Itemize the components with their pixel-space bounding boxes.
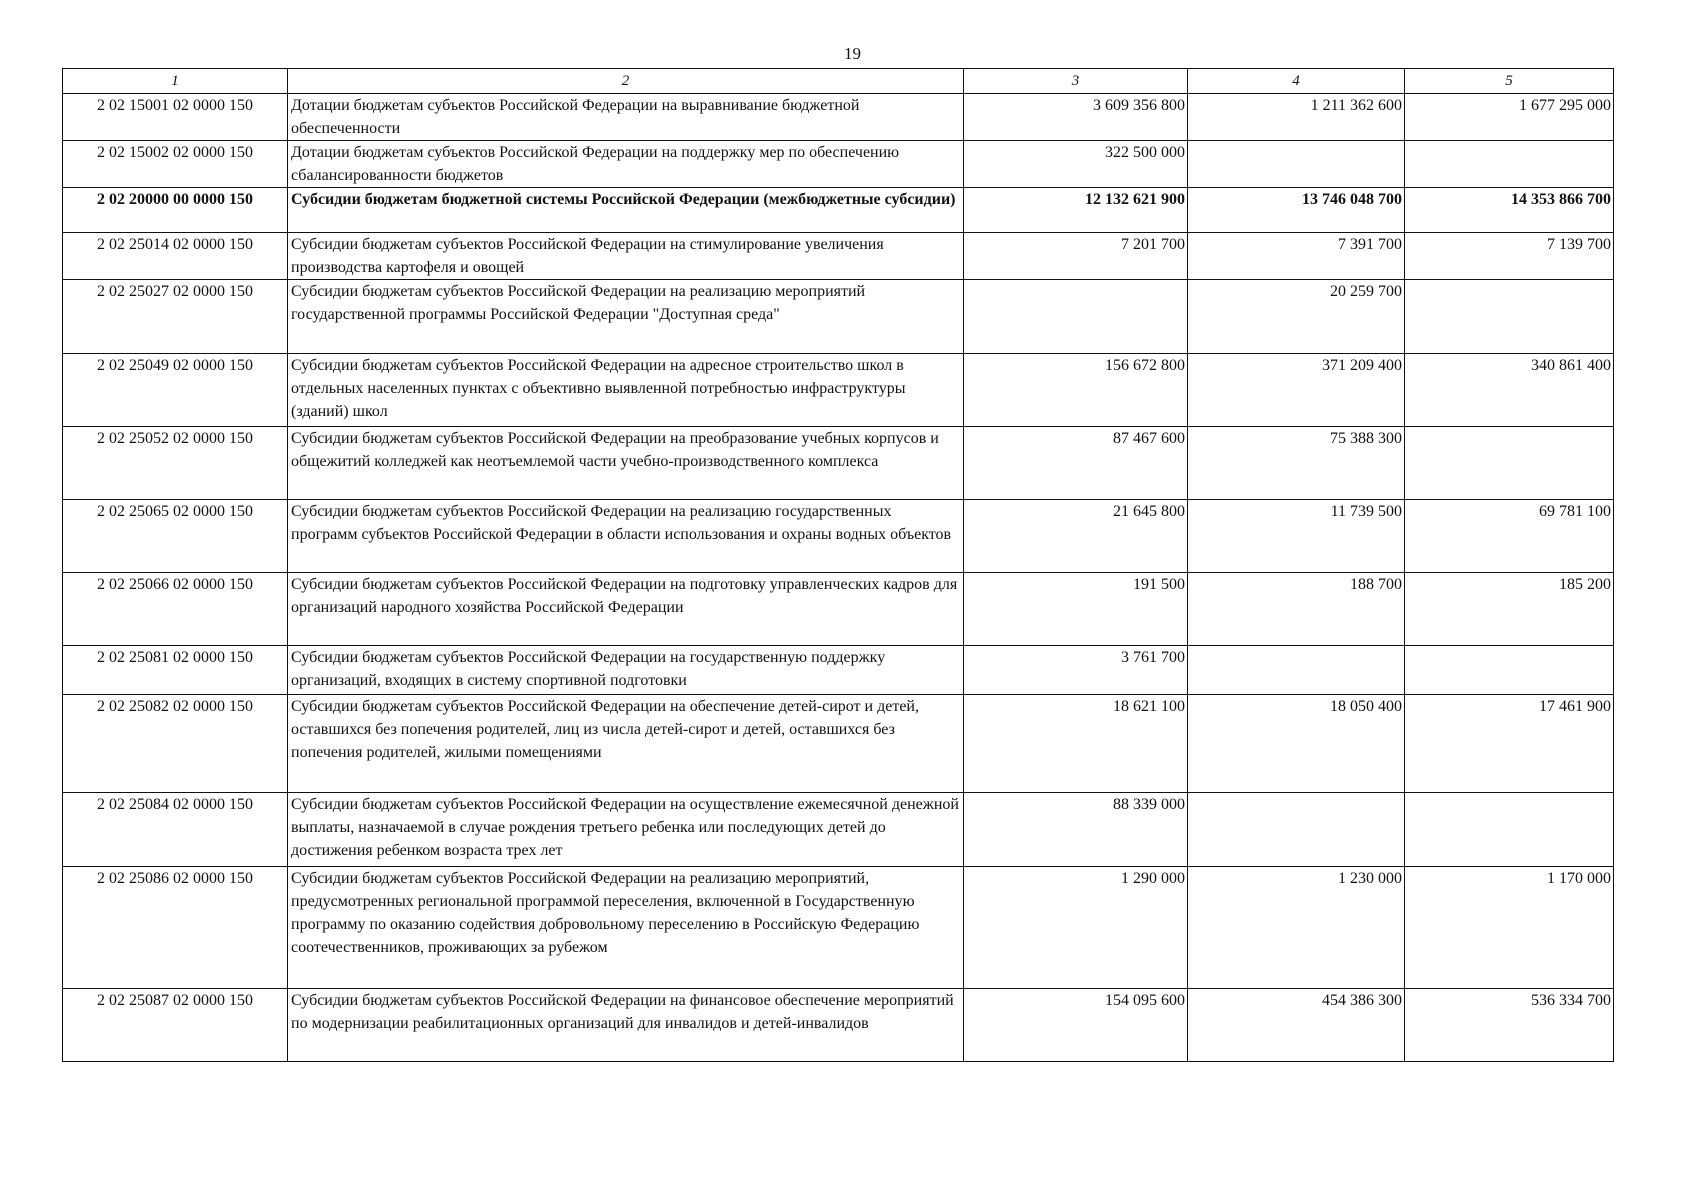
header-col-4: 4 bbox=[1188, 69, 1405, 94]
row-code: 2 02 25065 02 0000 150 bbox=[63, 500, 288, 573]
table-header bbox=[63, 69, 1614, 94]
row-name: Дотации бюджетам субъектов Российской Федерации на выравнивание бюджетной обеспеченности bbox=[288, 94, 964, 141]
row-name: Субсидии бюджетам субъектов Российской Федерации на реализацию мероприятий государственной программы Российской Федерации "Доступная среда" bbox=[288, 280, 964, 354]
row-value-col3: 18 621 100 bbox=[964, 695, 1188, 793]
row-value-col4: 18 050 400 bbox=[1188, 695, 1405, 793]
table-row bbox=[63, 354, 1614, 427]
row-value-col3: 1 290 000 bbox=[964, 867, 1188, 989]
row-name: Субсидии бюджетам субъектов Российской Федерации на стимулирование увеличения производства картофеля и овощей bbox=[288, 233, 964, 280]
table-row bbox=[63, 427, 1614, 500]
table-row bbox=[63, 233, 1614, 280]
table-row bbox=[63, 695, 1614, 793]
row-name: Субсидии бюджетам субъектов Российской Федерации на реализацию государственных программ субъектов Российской Федерации в области использования и охраны водных объектов bbox=[288, 500, 964, 573]
header-row bbox=[63, 69, 1614, 94]
row-code: 2 02 25066 02 0000 150 bbox=[63, 573, 288, 646]
row-code: 2 02 25081 02 0000 150 bbox=[63, 646, 288, 695]
row-value-col4 bbox=[1188, 793, 1405, 867]
row-code: 2 02 25084 02 0000 150 bbox=[63, 793, 288, 867]
row-name: Субсидии бюджетам субъектов Российской Федерации на реализацию мероприятий, предусмотренных региональной программой переселения, включенной в Государственную программу по оказанию содействия добровольному переселению в Российскую Федерацию соотечественников, проживающих за рубежом bbox=[288, 867, 964, 989]
row-name: Дотации бюджетам субъектов Российской Федерации на поддержку мер по обеспечению сбалансированности бюджетов bbox=[288, 141, 964, 188]
row-value-col5 bbox=[1405, 280, 1614, 354]
row-value-col3: 156 672 800 bbox=[964, 354, 1188, 427]
row-code: 2 02 15002 02 0000 150 bbox=[63, 141, 288, 188]
table-row bbox=[63, 141, 1614, 188]
row-name: Субсидии бюджетам субъектов Российской Федерации на обеспечение детей-сирот и детей, оставшихся без попечения родителей, лиц из числа детей-сирот и детей, оставшихся без попечения родителей, жилыми помещениями bbox=[288, 695, 964, 793]
row-value-col4: 188 700 bbox=[1188, 573, 1405, 646]
row-value-col5: 536 334 700 bbox=[1405, 989, 1614, 1062]
row-code: 2 02 25052 02 0000 150 bbox=[63, 427, 288, 500]
table-row bbox=[63, 94, 1614, 141]
row-value-col5: 14 353 866 700 bbox=[1405, 188, 1614, 233]
row-name: Субсидии бюджетам субъектов Российской Федерации на преобразование учебных корпусов и общежитий колледжей как неотъемлемой части учебно-производственного комплекса bbox=[288, 427, 964, 500]
row-value-col5 bbox=[1405, 427, 1614, 500]
row-name: Субсидии бюджетам субъектов Российской Федерации на финансовое обеспечение мероприятий по модернизации реабилитационных организаций для инвалидов и детей-инвалидов bbox=[288, 989, 964, 1062]
row-value-col4: 371 209 400 bbox=[1188, 354, 1405, 427]
row-value-col4: 75 388 300 bbox=[1188, 427, 1405, 500]
row-value-col3: 12 132 621 900 bbox=[964, 188, 1188, 233]
row-code: 2 02 15001 02 0000 150 bbox=[63, 94, 288, 141]
row-code: 2 02 25027 02 0000 150 bbox=[63, 280, 288, 354]
row-name: Субсидии бюджетам субъектов Российской Федерации на подготовку управленческих кадров для организаций народного хозяйства Российской Федерации bbox=[288, 573, 964, 646]
row-value-col3: 21 645 800 bbox=[964, 500, 1188, 573]
row-value-col5 bbox=[1405, 141, 1614, 188]
table-row bbox=[63, 573, 1614, 646]
row-value-col5: 340 861 400 bbox=[1405, 354, 1614, 427]
row-value-col4: 1 230 000 bbox=[1188, 867, 1405, 989]
row-value-col4 bbox=[1188, 141, 1405, 188]
row-value-col3: 191 500 bbox=[964, 573, 1188, 646]
row-value-col3: 87 467 600 bbox=[964, 427, 1188, 500]
row-code: 2 02 25086 02 0000 150 bbox=[63, 867, 288, 989]
table-row bbox=[63, 500, 1614, 573]
row-value-col4: 11 739 500 bbox=[1188, 500, 1405, 573]
row-name: Субсидии бюджетам субъектов Российской Федерации на государственную поддержку организаций, входящих в систему спортивной подготовки bbox=[288, 646, 964, 695]
row-value-col3: 88 339 000 bbox=[964, 793, 1188, 867]
table-row bbox=[63, 646, 1614, 695]
row-name: Субсидии бюджетам субъектов Российской Федерации на адресное строительство школ в отдельных населенных пунктах с объективно выявленной потребностью инфраструктуры (зданий) школ bbox=[288, 354, 964, 427]
row-value-col3: 3 761 700 bbox=[964, 646, 1188, 695]
row-value-col5: 7 139 700 bbox=[1405, 233, 1614, 280]
row-value-col5 bbox=[1405, 646, 1614, 695]
header-col-1: 1 bbox=[63, 69, 288, 94]
header-col-2: 2 bbox=[288, 69, 964, 94]
row-code: 2 02 25049 02 0000 150 bbox=[63, 354, 288, 427]
row-value-col4: 1 211 362 600 bbox=[1188, 94, 1405, 141]
row-value-col5: 69 781 100 bbox=[1405, 500, 1614, 573]
row-value-col5 bbox=[1405, 793, 1614, 867]
table-row-total bbox=[63, 188, 1614, 233]
row-name: Субсидии бюджетам бюджетной системы Российской Федерации (межбюджетные субсидии) bbox=[288, 188, 964, 233]
row-value-col4: 20 259 700 bbox=[1188, 280, 1405, 354]
row-value-col3: 7 201 700 bbox=[964, 233, 1188, 280]
row-value-col3: 3 609 356 800 bbox=[964, 94, 1188, 141]
row-value-col5: 1 677 295 000 bbox=[1405, 94, 1614, 141]
header-col-3: 3 bbox=[964, 69, 1188, 94]
budget-revenue-table bbox=[62, 68, 1614, 1062]
row-value-col5: 185 200 bbox=[1405, 573, 1614, 646]
row-code: 2 02 25014 02 0000 150 bbox=[63, 233, 288, 280]
page-number: 19 bbox=[844, 44, 861, 63]
table-row bbox=[63, 280, 1614, 354]
row-value-col3: 154 095 600 bbox=[964, 989, 1188, 1062]
table-body bbox=[63, 94, 1614, 1062]
row-value-col4: 13 746 048 700 bbox=[1188, 188, 1405, 233]
row-value-col3: 322 500 000 bbox=[964, 141, 1188, 188]
row-code: 2 02 20000 00 0000 150 bbox=[63, 188, 288, 233]
row-code: 2 02 25082 02 0000 150 bbox=[63, 695, 288, 793]
row-value-col4: 7 391 700 bbox=[1188, 233, 1405, 280]
table-row bbox=[63, 867, 1614, 989]
row-value-col5: 1 170 000 bbox=[1405, 867, 1614, 989]
row-value-col4: 454 386 300 bbox=[1188, 989, 1405, 1062]
row-value-col4 bbox=[1188, 646, 1405, 695]
row-value-col3 bbox=[964, 280, 1188, 354]
header-col-5: 5 bbox=[1405, 69, 1614, 94]
row-code: 2 02 25087 02 0000 150 bbox=[63, 989, 288, 1062]
row-name: Субсидии бюджетам субъектов Российской Федерации на осуществление ежемесячной денежной выплаты, назначаемой в случае рождения третьего ребенка или последующих детей до достижения ребенком возраста трех лет bbox=[288, 793, 964, 867]
table-row bbox=[63, 989, 1614, 1062]
row-value-col5: 17 461 900 bbox=[1405, 695, 1614, 793]
table-row bbox=[63, 793, 1614, 867]
